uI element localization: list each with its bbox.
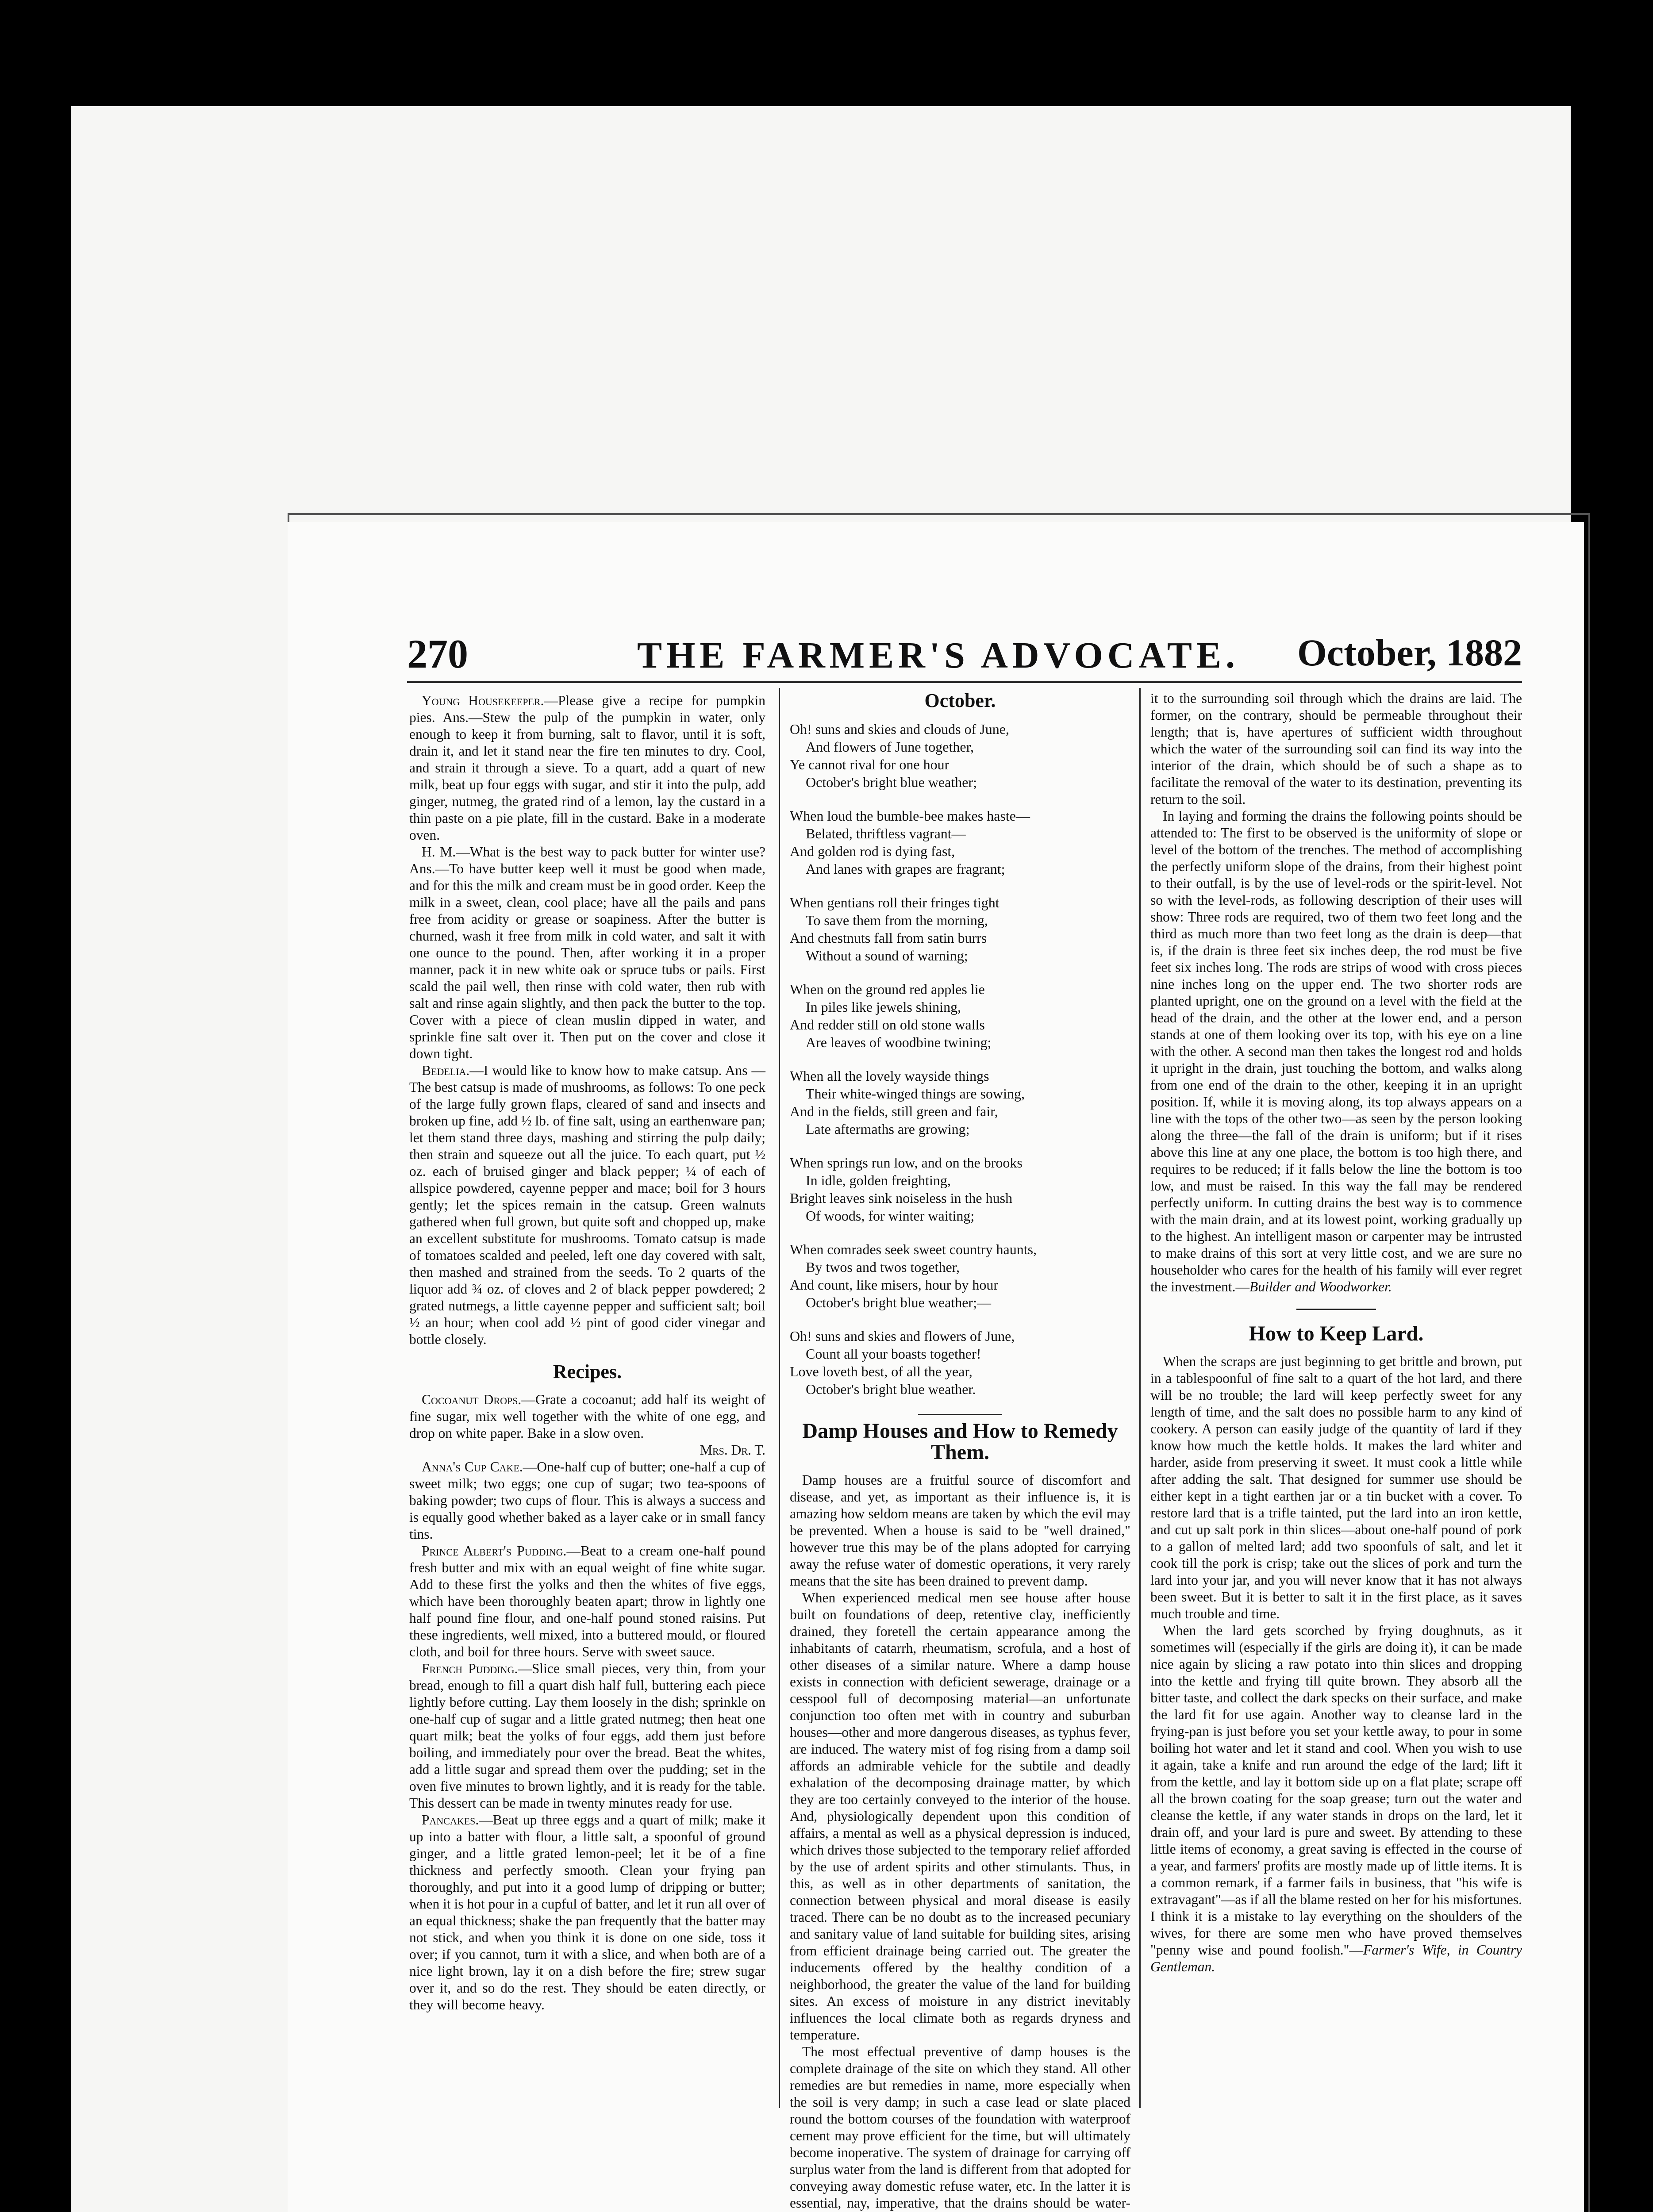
section-rule <box>1296 1309 1376 1310</box>
article-credit: Builder and Woodworker. <box>1249 1279 1392 1294</box>
page-edge-line <box>1588 513 1590 2212</box>
poem-line: October's bright blue weather. <box>806 1381 976 1397</box>
poem-line: Count all your boasts together! <box>806 1346 981 1362</box>
article-paragraph: When the scraps are just beginning to get brittle and brown, put in a tablespoonful of fine salt to a quart of the hot lard, and there will be no trouble; the lard will keep perfectly sweet for any length of time, and the salt does no possible harm to any kind of cookery. A person can easily judge of the quantity of lard if they know how much the kettle holds. It makes the lard whiter and harder, aside from preserving it sweet. It must cook a little while after adding the salt. That designed for summer use should be either kept in a tight earthen jar or a tin bucket with a cover. To restore lard that is a trifle tainted, put the lard into an iron kettle, and cut up salt pork in thin slices—about one-half pound of pork to a gallon of melted lard; add two spoonfuls of salt, and let it cook till the pork is crisp; take out the slices of pork and turn the lard into your jar, and you will never know that it has not always been sweet. But it is better to salt it in the first place, as it saves much trouble and time. <box>1150 1354 1522 1621</box>
masthead <box>407 630 1522 684</box>
masthead-rule <box>407 681 1522 683</box>
poem-line: Are leaves of woodbine twining; <box>806 1034 992 1050</box>
column-right <box>1150 690 1522 1975</box>
column-middle <box>790 690 1130 2212</box>
query-text: —I would like to know how to make catsup. Ans —The best catsup is made of mushrooms, as follows: To one peck of the large fully grown flaps, cleared of sand and insects and broken up fine, add ½ lb. of fine salt, using an earthenware pan; let them stand three days, mashing and stirring the pulp daily; then strain and squeeze out all the juice. To each quart, put ½ oz. each of bruised ginger and black pepper; ¼ of each of allspice powdered, cayenne pepper and mace; boil for 3 hours gently; let the spices remain in the catsup. Green walnuts gathered when full grown, but quite soft and chopped up, make an excellent substitute for mushrooms. Tomato catsup is made of tomatoes scalded and peeled, left one day covered with salt, then mashed and strained from the seeds. To 2 quarts of the liquor add ¾ oz. of cloves and 2 of black pepper powdered; 2 grated nutmegs, a little cayenne pepper and sufficient salt; boil ½ an hour; when cool add ½ pint of good cider vinegar and bottle closely. <box>409 1063 765 1347</box>
query-label: H. M. <box>422 844 456 860</box>
poem-line: When comrades seek sweet country haunts, <box>790 1241 1037 1257</box>
poem-line: Their white-winged things are sowing, <box>806 1086 1025 1102</box>
poem-line: Without a sound of warning; <box>806 948 968 964</box>
poem-line: By twos and twos together, <box>806 1259 960 1275</box>
recipe-text: —Beat to a cream one-half pound fresh butter and mix with an equal weight of fine white sugar. Add to these first the yolks and then the whites of five eggs, which have been thoroughly beaten apart; throw in lightly one half pound fine flour, and one-half pound stoned raisins. Put these ingredients, well mixed, into a buttered mould, or floured cloth, and boil for three hours. Serve with sweet sauce. <box>409 1543 765 1659</box>
poem-line: Oh! suns and skies and clouds of June, <box>790 721 1009 737</box>
recipe-text: —One-half cup of butter; one-half a cup of sweet milk; two eggs; one cup of sugar; two tea-spoons of baking powder; two cups of flour. This is always a success and is equally good whether baked as a layer cake or in small fancy tins. <box>409 1459 765 1542</box>
page-edge-line <box>288 513 1588 515</box>
damp-houses-heading: Damp Houses and How to Remedy Them. <box>802 1419 1118 1464</box>
issue-date: October, 1882 <box>1297 631 1522 674</box>
lard-heading: How to Keep Lard. <box>1249 1322 1424 1345</box>
query-bedelia <box>409 1062 765 1348</box>
poem-line: Belated, thriftless vagrant— <box>806 826 966 841</box>
article-paragraph <box>1150 1622 1522 1975</box>
recipe-label: French Pudding. <box>422 1661 518 1676</box>
column-divider <box>1139 688 1141 2108</box>
poem-stanza <box>790 980 1130 1051</box>
query-label: Bedelia. <box>422 1063 470 1078</box>
poem-line: And lanes with grapes are fragrant; <box>806 861 1005 877</box>
column-divider <box>779 688 780 2108</box>
recipe-label: Pancakes. <box>422 1812 479 1828</box>
section-rule <box>918 1414 1002 1415</box>
poem-line: Of woods, for winter waiting; <box>806 1208 975 1224</box>
poem-line: When all the lovely wayside things <box>790 1068 989 1084</box>
poem-line: Love loveth best, of all the year, <box>790 1363 973 1379</box>
poem-line: October's bright blue weather; <box>806 774 977 790</box>
recipe-label: Anna's Cup Cake. <box>422 1459 523 1475</box>
poem-stanza <box>790 807 1130 878</box>
poem-line: Ye cannot rival for one hour <box>790 757 950 772</box>
query-text: —Please give a recipe for pumpkin pies. Ans.—Stew the pulp of the pumpkin in water, only enough to keep it from burning, salt to flavor, until it is soft, drain it, and let it stand near the fire ten minutes to dry. Cool, and strain it through a sieve. To a quart, add a quart of new milk, beat up four eggs with sugar, and stir it into the pulp, add ginger, nutmeg, the grated rind of a lemon, lay the custard in a thin paste on a pie plate, fill in the custard. Bake in a moderate oven. <box>409 693 766 843</box>
poem-line: Late aftermaths are growing; <box>806 1121 970 1137</box>
poem-line: When on the ground red apples lie <box>790 981 985 997</box>
poem-line: And redder still on old stone walls <box>790 1017 985 1033</box>
column-left <box>409 692 765 2013</box>
query-label: Young Housekeeper. <box>422 693 544 708</box>
article-paragraph <box>1150 808 1522 1295</box>
recipe-pancakes <box>409 1812 765 2013</box>
poem-stanza <box>790 1327 1130 1398</box>
poem-line: October's bright blue weather;— <box>806 1294 991 1310</box>
article-paragraph: When experienced medical men see house after house built on foundations of deep, retentive clay, inefficiently drained, they foretell the certain appearance among the inhabitants of catarrh, rheumatism, scrofula, and a host of other diseases of a similar nature. Where a damp house exists in connection with deficient sewerage, drainage or a cesspool full of decomposing material—an unfortunate conjunction too often met with in country and suburban houses—other and more dangerous diseases, as typhus fever, are induced. The watery mist of fog rising from a damp soil affords an admirable vehicle for the subtile and deadly exhalation of the decomposing drainage matter, by which they are too certainly conveyed to the interior of the house. And, physiologically dependent upon this condition of affairs, a mental as well as a physical depression is induced, which drives those subjected to the temporary relief afforded by the use of ardent spirits and other stimulants. Thus, in this, as well as in other departments of sanitation, the connection between physical and moral disease is easily traced. There can be no doubt as to the increased pecuniary and sanitary value of land suitable for building sites, arising from efficient drainage being carried out. The greater the inducements offered by the healthy condition of a neighborhood, the greater the value of the land for building sites. An excess of moisture in any district inevitably influences the local climate both as regards dryness and temperature. <box>790 1590 1130 2043</box>
journal-title: THE FARMER'S ADVOCATE. <box>637 635 1239 676</box>
poem-line: And flowers of June together, <box>806 739 974 755</box>
recipe-text: —Beat up three eggs and a quart of milk; make it up into a batter with flour, a little salt, a spoonful of ground ginger, and a little grated lemon-peel; let it be of a fine thickness and perfectly smooth. Clean your frying pan thoroughly, and put into it a good lump of dripping or butter; when it is hot pour in a cupful of batter, and let it run all over of an equal thickness; shake the pan frequently that the batter may not stick, and when you think it is done on one side, toss it over; if you cannot, turn it with a slice, and when both are of a nice light brown, lay it on a dish before the fire; strew sugar over it, and so do the rest. They should be eaten directly, or they will become heavy. <box>409 1812 765 2012</box>
article-paragraph: Damp houses are a fruitful source of discomfort and disease, and yet, as important as their influence is, it is amazing how seldom means are taken by which the evil may be prevented. When a house is said to be "well drained," however true this may be of the plans adopted for carrying away the refuse water of domestic operations, it very rarely means that the site has been drained to prevent damp. <box>790 1472 1130 1589</box>
query-h-m <box>409 844 765 1062</box>
poem-line: When loud the bumble-bee makes haste— <box>790 808 1030 824</box>
poem-title: October. <box>924 690 996 711</box>
article-credit: Farmer's Wife, in Country Gentleman. <box>1150 1942 1522 1974</box>
query-text: —What is the best way to pack butter for winter use? Ans.—To have butter keep well it must be good when made, and for this the milk and cream must be in good order. Keep the milk in a sweet, clean, cool place; have all the pails and pans free from acidity or grease or soapiness. After the butter is churned, wash it free from milk in cold water, and salt it with one ounce to the pound. Then, after working it in a proper manner, pack it in new white oak or spruce tubs or pails. First scald the pail well, then rinse with cold water, then rub with salt and rinse again slightly, and then pack the butter to the top. Cover with a piece of clean muslin dipped in water, and sprinkle fine salt over it. Then put on the cover and close it down tight. <box>409 844 765 1061</box>
recipe-label: Cocoanut Drops. <box>422 1392 522 1407</box>
article-text: When the lard gets scorched by frying doughnuts, as it sometimes will (especially if the girls are doing it), it can be made nice again by slicing a raw potato into thin slices and dropping into the kettle and frying till quite brown. They absorb all the bitter taste, and collect the dark specks on their surface, and make the lard fit for use again. Another way to cleanse lard in the frying-pan is just before you set your kettle away, to pour in some boiling hot water and let it stand and cool. When you wish to use it again, take a knife and run around the edge of the lard; lift it from the kettle, and lay it bottom side up on a flat plate; scrape off all the brown coating for the soap grease; turn out the water and cleanse the kettle, if any water stands in drops on the lard, let it drain off, and your lard is pure and sweet. By attending to these little items of economy, a great saving is effected in the course of a year, and farmers' profits are mostly made up of little items. It is a common remark, if a farmer fails in business, that "his wife is extravagant"—as if all the blame rested on her for his misfortunes. I think it is a mistake to lay everything on the shoulders of the wives, for there are some men who have proved themselves "penny wise and pound foolish."— <box>1150 1623 1522 1958</box>
poem-line: And in the fields, still green and fair, <box>790 1103 998 1119</box>
poem-stanza <box>790 1240 1130 1311</box>
recipe-text: —Grate a cocoanut; add half its weight of fine sugar, mix well together with the white of one egg, and drop on white paper. Bake in a slow oven. <box>409 1392 765 1441</box>
poem-stanza <box>790 1067 1130 1138</box>
poem-line: In piles like jewels shining, <box>806 999 961 1015</box>
recipe-prince-alberts-pudding <box>409 1543 765 1660</box>
recipe-annas-cup-cake <box>409 1459 765 1543</box>
poem-line: And golden rod is dying fast, <box>790 843 955 859</box>
poem-stanza <box>790 1154 1130 1225</box>
poem-line: When springs run low, and on the brooks <box>790 1155 1023 1171</box>
poem-line: Oh! suns and skies and flowers of June, <box>790 1328 1015 1344</box>
poem-line: And count, like misers, hour by hour <box>790 1277 999 1293</box>
recipe-signature: Mrs. Dr. T. <box>700 1442 765 1458</box>
recipe-cocoanut-drops <box>409 1391 765 1442</box>
poem-october <box>790 720 1130 1398</box>
recipe-text: —Slice small pieces, very thin, from your bread, enough to fill a quart dish half full, buttering each piece lightly before cutting. Lay them loosely in the dish; sprinkle on one-half cup of sugar and a little grated nutmeg; then heat one quart milk; beat the yolks of four eggs, add them just before boiling, and immediately pour over the bread. Beat the whites, add a little sugar and spread them over the pudding; set in the oven five minutes to brown lightly, and it is ready for the table. This dessert can be made in twenty minutes ready for use. <box>409 1661 765 1811</box>
article-paragraph: The most effectual preventive of damp houses is the complete drainage of the site on which they stand. All other remedies are but remedies in name, more especially when the soil is very damp; in such a case lead or slate placed round the bottom courses of the foundation with waterproof cement may prove efficient for the time, but will ultimately become inoperative. The system of drainage for carrying off surplus water from the land is different from that adopted for conveying away domestic refuse water, etc. In the latter it is essential, nay, imperative, that the drains should be water- <box>790 2044 1130 2211</box>
poem-line: To save them from the morning, <box>806 912 988 928</box>
page-number: 270 <box>407 631 468 676</box>
poem-line: Bright leaves sink noiseless in the hush <box>790 1190 1013 1206</box>
article-paragraph: it to the surrounding soil through which the drains are laid. The former, on the contrary, should be permeable throughout their length; that is, have apertures of sufficient width throughout which the water of the surrounding soil can find its way into the interior of the drain, which should be of such a shape as to facilitate the removal of the water to its destination, preventing its return to the soil. <box>1150 691 1522 807</box>
recipes-heading: Recipes. <box>553 1361 622 1382</box>
poem-stanza <box>790 720 1130 791</box>
poem-line: When gentians roll their fringes tight <box>790 895 999 910</box>
recipe-label: Prince Albert's Pudding. <box>422 1543 567 1559</box>
query-young-housekeeper <box>409 692 765 844</box>
poem-line: In idle, golden freighting, <box>806 1172 951 1188</box>
article-text: In laying and forming the drains the following points should be attended to: The first to be observed is the uniformity of slope or level of the bottom of the trenches. The method of accomplishing the perfectly uniform slope of the drains, from their highest point to their outfall, is by the use of level-rods or the spirit-level. Not so with the level-rods, as following description of their uses will show: Three rods are required, two of them two feet long and the third as much more than two feet long as the drain is deep—that is, if the drain is three feet six inches deep, the rod must be five feet six inches long. The rods are strips of wood with cross pieces nine inches long on the upper end. The two shorter rods are planted upright, one on the ground on a level with the field at the head of the drain, and the other at the lower end, and a person stands at one of them looking over its top, with his eye on a line with the other. A second man then takes the longest rod and holds it upright in the drain, just touching the bottom, and walks along from one end of the drain to the other, keeping it in an upright position. If, while it is moving along, its top always appears on a line with the tops of the other two—as seen by the person looking along the three—the fall of the drain is uniform; but if it rises above this line at any one place, the bottom is too high there, and requires to be reduced; if it falls below the line the bottom is too low, and must be raised. In this way the fall may be rendered perfectly uniform. In cutting drains the best way is to commence with the main drain, and at its lowest point, working gradually up to the highest. An intelligent mason or carpenter may be intrusted to make drains of this sort at very little cost, and we are sure no householder who cares for the health of his family will ever regret the investment.— <box>1150 808 1522 1294</box>
poem-stanza <box>790 894 1130 964</box>
recipe-french-pudding <box>409 1660 765 1812</box>
poem-line: And chestnuts fall from satin burrs <box>790 930 987 946</box>
